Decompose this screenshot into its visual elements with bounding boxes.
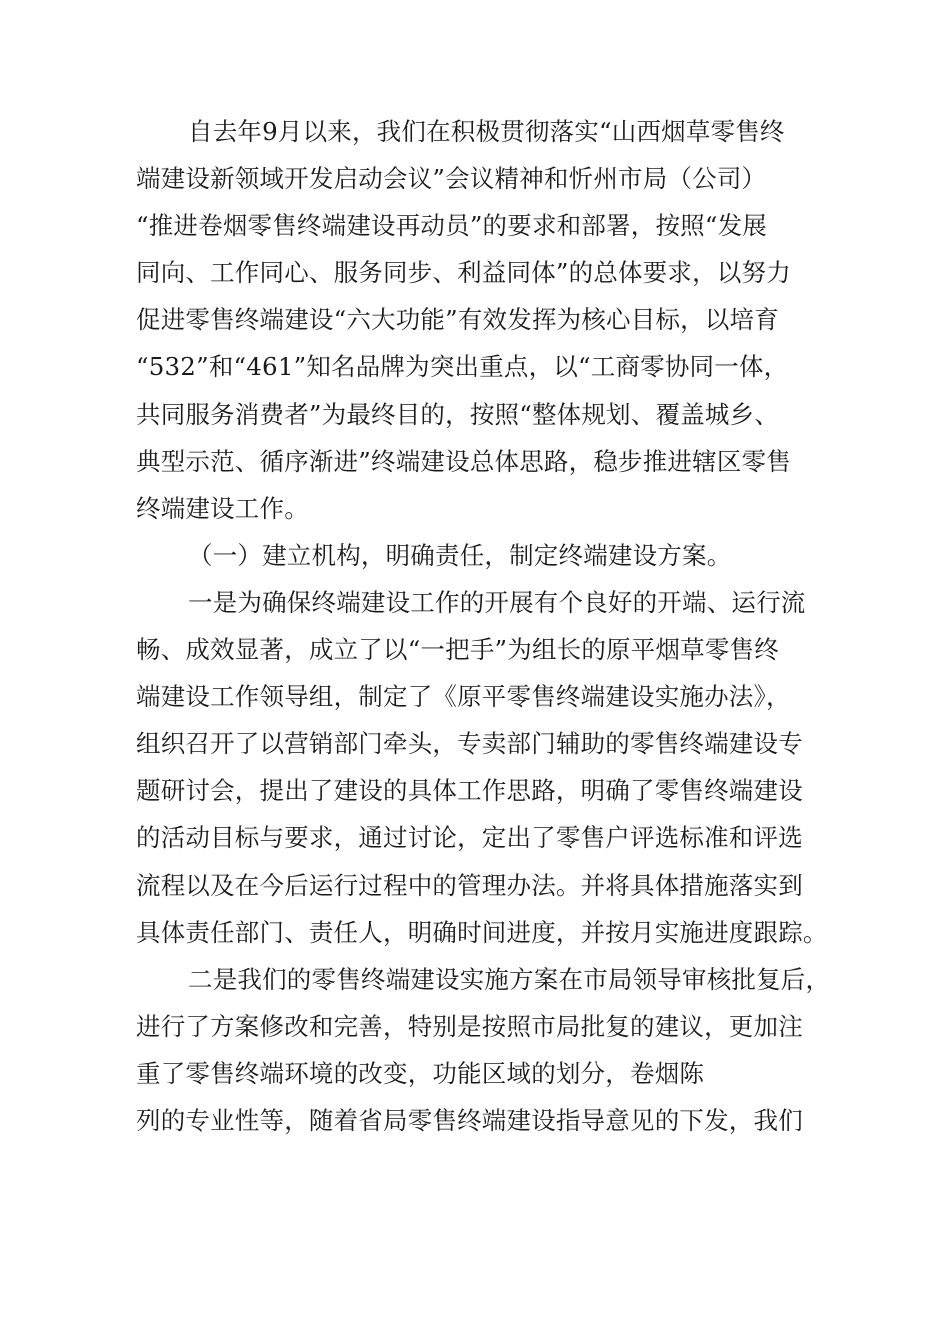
text-line: 组织召开了以营销部门牵头，专卖部门辅助的零售终端建设专 xyxy=(136,729,803,759)
document-body xyxy=(136,108,836,1144)
text-line: 进行了方案修改和完善，特别是按照市局批复的建议，更加注 xyxy=(136,1011,803,1041)
text-line: 流程以及在今后运行过程中的管理办法。并将具体措施落实到 xyxy=(136,870,803,900)
text-line: 一是为确保终端建设工作的开展有个良好的开端、运行流 xyxy=(188,587,806,617)
text-line: 畅、成效显著，成立了以“一把手”为组长的原平烟草零售终 xyxy=(136,635,779,665)
text-line: 题研讨会，提出了建设的具体工作思路，明确了零售终端建设 xyxy=(136,776,803,806)
text-line: 具体责任部门、责任人，明确时间进度，并按月实施进度跟踪。 xyxy=(136,917,828,947)
text-line: 列的专业性等，随着省局零售终端建设指导意见的下发，我们 xyxy=(136,1105,803,1135)
text-line: “推进卷烟零售终端建设再动员”的要求和部署，按照“发展 xyxy=(136,211,767,241)
text-line: 的活动目标与要求，通过讨论，定出了零售户评选标准和评选 xyxy=(136,823,803,853)
text-line: 终端建设工作。 xyxy=(136,493,309,523)
text-line: “532”和“461”知名品牌为突出重点，以“工商零协同一体， xyxy=(136,352,789,382)
text-line: 同向、工作同心、服务同步、利益同体”的总体要求，以努力 xyxy=(136,258,791,288)
text-line: 端建设新领域开发启动会议”会议精神和忻州市局（公司） xyxy=(136,164,767,194)
section-heading: （一）建立机构，明确责任，制定终端建设方案。 xyxy=(188,540,732,570)
text-line: 共同服务消费者”为最终目的，按照“整体规划、覆盖城乡、 xyxy=(136,399,779,429)
text-line: 二是我们的零售终端建设实施方案在市局领导审核批复后， xyxy=(188,964,831,994)
text-line: 自去年9月以来，我们在积极贯彻落实“山西烟草零售终 xyxy=(188,117,785,146)
text-line: 典型示范、循序渐进”终端建设总体思路，稳步推进辖区零售 xyxy=(136,446,791,476)
text-line: 端建设工作领导组，制定了《原平零售终端建设实施办法》， xyxy=(136,682,791,712)
text-line: 促进零售终端建设“六大功能”有效发挥为核心目标，以培育 xyxy=(136,305,779,335)
text-line: 重了零售终端环境的改变，功能区域的划分，卷烟陈 xyxy=(136,1058,705,1088)
